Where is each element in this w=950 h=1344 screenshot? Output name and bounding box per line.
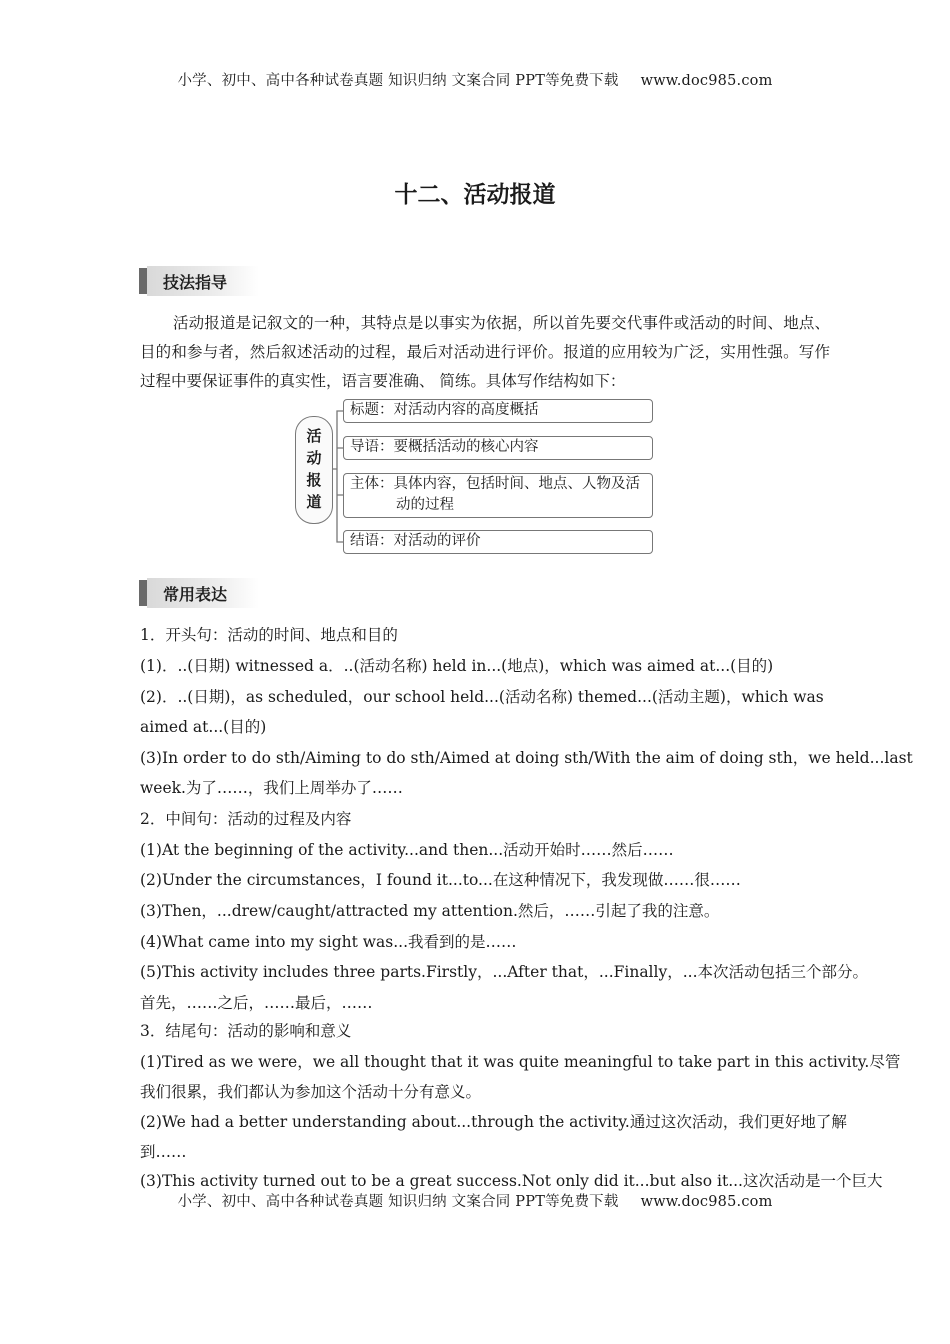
expr-line: (1)．..(日期) witnessed a．..(活动名称) held in...(地点)，which was aimed at...(目的): [140, 657, 774, 675]
diagram-item-lead: 导语：要概括活动的核心内容: [343, 436, 653, 460]
expr-line-cont: 我们很累，我们都认为参加这个活动十分有意义。: [140, 1083, 482, 1101]
section-label: 常用表达: [163, 585, 228, 604]
header-text: 小学、初中、高中各种试卷真题 知识归纳 文案合同 PPT等免费下载: [177, 73, 619, 89]
root-char: 动: [306, 449, 322, 467]
section-tag-expressions: [139, 578, 259, 608]
expr-line: (3)This activity turned out to be a great success.Not only did it...but also it...这次活动是一个巨大: [140, 1172, 883, 1190]
root-char: 报: [306, 471, 322, 489]
expr-line: (3)In order to do sth/Aiming to do sth/Aimed at doing sth/With the aim of doing sth，we held...last: [140, 749, 913, 767]
expr-line: (3)Then，...drew/caught/attracted my attention.然后，……引起了我的注意。: [140, 902, 720, 920]
expr-line: (1)At the beginning of the activity...and then...活动开始时……然后……: [140, 841, 674, 859]
root-char: 活: [306, 427, 322, 445]
section-label: 技法指导: [163, 273, 228, 292]
diagram-root: [295, 416, 333, 524]
expr-line: (5)This activity includes three parts.Firstly，...After that，...Finally，...本次活动包括三个部分。: [140, 963, 869, 981]
expr-line: (1)Tired as we were，we all thought that it was quite meaningful to take part in this activity.尽管: [140, 1053, 901, 1071]
expr-line: (2)Under the circumstances，I found it...to...在这种情况下，我发现做……很……: [140, 871, 741, 889]
expr-heading-2: 2．中间句：活动的过程及内容: [140, 810, 352, 828]
header-url[interactable]: www.doc985.com: [640, 73, 773, 89]
diagram-item-title: 标题：对活动内容的高度概括: [343, 399, 653, 423]
page-header: [0, 69, 950, 90]
diagram-item-conclusion: 结语：对活动的评价: [343, 530, 653, 554]
structure-diagram: [290, 396, 660, 558]
expr-heading-1: 1．开头句：活动的时间、地点和目的: [140, 626, 398, 644]
expr-line-cont: 到……: [140, 1143, 187, 1161]
intro-paragraph: 活动报道是记叙文的一种，其特点是以事实为依据，所以首先要交代事件或活动的时间、地点、目的和参与者，然后叙述活动的过程，最后对活动进行评价。报道的应用较为广泛，实用性强。写作过程中要保证事件的真实性，语言要准确、 简练。具体写作结构如下：: [140, 314, 830, 390]
body-line-2: 动的过程: [396, 497, 454, 513]
expr-line: (2)We had a better understanding about...through the activity.通过这次活动，我们更好地了解: [140, 1113, 847, 1131]
expr-line: (4)What came into my sight was...我看到的是……: [140, 933, 517, 951]
diagram-item-body: [343, 473, 653, 518]
page-footer: [0, 1190, 950, 1211]
section-bar: [139, 268, 147, 294]
root-char: 道: [306, 493, 322, 511]
footer-text: 小学、初中、高中各种试卷真题 知识归纳 文案合同 PPT等免费下载: [177, 1194, 619, 1210]
expr-line-cont: aimed at...(目的): [140, 718, 267, 736]
section-bar: [139, 580, 147, 606]
footer-url[interactable]: www.doc985.com: [640, 1194, 773, 1210]
expr-line-cont: week.为了……，我们上周举办了……: [140, 779, 403, 797]
page-title: 十二、活动报道: [394, 182, 556, 208]
expr-line: (2)．..(日期)，as scheduled，our school held...(活动名称) themed...(活动主题)，which was: [140, 688, 824, 706]
expr-line-cont: 首先，……之后，……最后，……: [140, 994, 373, 1012]
section-tag-technique: [139, 266, 259, 296]
body-line-1: 主体：具体内容，包括时间、地点、人物及活: [350, 476, 640, 492]
expr-heading-3: 3．结尾句：活动的影响和意义: [140, 1022, 352, 1040]
